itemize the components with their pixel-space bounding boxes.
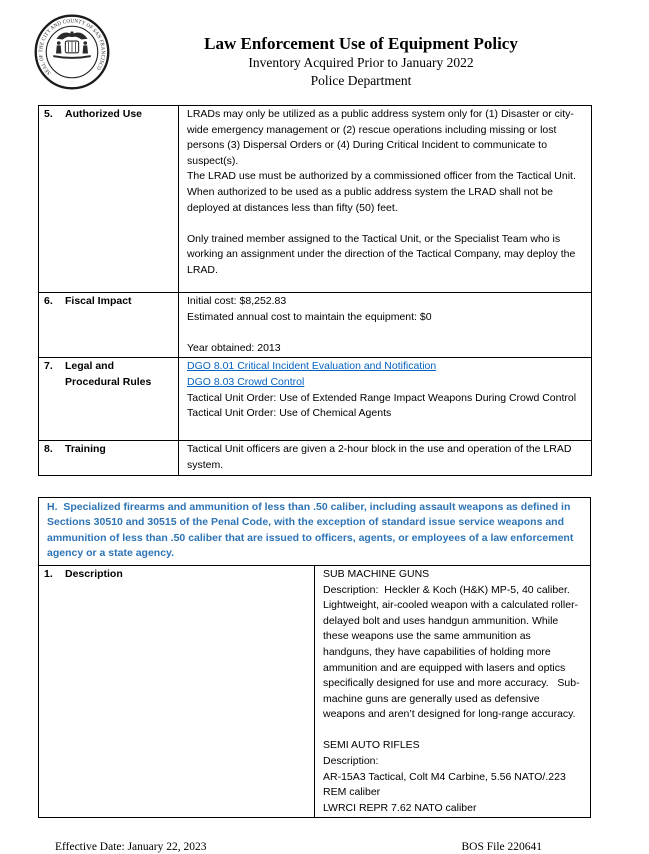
row-training — [39, 441, 592, 475]
row-text: Initial cost: $8,252.83 — [187, 295, 287, 307]
row-fiscal-impact — [39, 293, 592, 358]
row-text-blank — [187, 325, 583, 341]
row-text: LWRCI REPR 7.62 NATO caliber — [323, 801, 477, 814]
row-number: 7. — [44, 360, 53, 373]
row-text: Description: — [323, 755, 379, 768]
row-number: 1. — [44, 567, 53, 580]
dgo-8-03-link[interactable]: DGO 8.03 Crowd Control — [187, 375, 305, 388]
row-text: Only trained member assigned to the Tactical Unit, or the Specialist Team who is working an assignment under the direction of the Tactical Company, may deploy the LRAD. — [187, 232, 579, 276]
row-number: 6. — [44, 295, 53, 307]
document-header — [33, 12, 611, 92]
row-text: SEMI AUTO RIFLES — [323, 739, 420, 752]
section-h-header: H. Specialized firearms and ammunition of less than .50 caliber, including assault weapons as defined in Sections 30510 and 30515 of the Penal Code, with the exception of standard issue service weapons and ammunition of less than .50 caliber that are issued to officers, agents, or employees of a law enforcement agency or a state agency. — [39, 497, 591, 565]
row-text: Year obtained: 2013 — [187, 341, 281, 354]
seal-text: SEAL OF THE CITY AND COUNTY OF SAN FRANCISCO — [38, 18, 106, 76]
bos-file-number: BOS File 220641 — [461, 841, 542, 854]
row-label: Training — [65, 443, 106, 456]
row-label: Legal and Procedural Rules — [65, 360, 152, 388]
section-h-table — [38, 497, 591, 819]
row-text: SUB MACHINE GUNS — [323, 567, 430, 580]
row-text: Estimated annual cost to maintain the equipment: $0 — [187, 310, 432, 323]
row-text: Tactical Unit officers are given a 2-hour block in the use and operation of the LRAD system. — [187, 443, 575, 471]
row-text: AR-15A3 Tactical, Colt M4 Carbine, 5.56 NATO/.223 REM caliber — [323, 770, 569, 799]
document-subtitle: Inventory Acquired Prior to January 2022 — [248, 55, 474, 70]
row-content-cell — [179, 441, 592, 475]
row-label-cell — [39, 358, 179, 441]
row-label-cell — [39, 565, 315, 818]
row-text — [187, 359, 583, 375]
document-department: Police Department — [310, 73, 412, 88]
row-number: 5. — [44, 108, 53, 120]
row-description — [39, 565, 591, 818]
row-text — [187, 375, 583, 391]
row-label-cell — [39, 293, 179, 358]
row-content-cell — [179, 358, 592, 441]
row-text: The LRAD use must be authorized by a commissioned officer from the Tactical Unit. — [187, 170, 576, 183]
row-label: Description — [65, 567, 123, 580]
row-label: Authorized Use — [65, 108, 143, 120]
row-legal-procedural-rules — [39, 358, 592, 441]
page-footer — [55, 840, 542, 854]
row-label: Fiscal Impact — [65, 295, 132, 307]
row-text-blank — [187, 216, 583, 232]
sf-city-seal-icon — [33, 12, 111, 92]
section-h-header-row — [39, 497, 591, 565]
row-content-cell — [315, 565, 591, 818]
document-title: Law Enforcement Use of Equipment Policy — [204, 34, 518, 53]
row-number: 8. — [44, 443, 53, 456]
dgo-8-01-link[interactable]: DGO 8.01 Critical Incident Evaluation and Notification — [187, 360, 437, 373]
row-content-cell — [179, 293, 592, 358]
seal-emblem-icon — [53, 31, 90, 58]
row-text: Lightweight, air-cooled weapon with a calculated roller-delayed bolt and uses handgun ammunition. While these weapons use the same ammunition as handguns, they have capabilities of holding more ammunition and are equipped with lasers and optics specifically designed for use and more accuracy. Sub-machine guns are generally used as defensive weapons and aren’t designed for long-range accuracy. — [323, 599, 580, 721]
row-label-cell — [39, 441, 179, 475]
title-block — [111, 12, 611, 92]
row-text: Tactical Unit Order: Use of Chemical Agents — [187, 407, 392, 420]
row-text: Tactical Unit Order: Use of Extended Range Impact Weapons During Crowd Control — [187, 391, 577, 404]
row-text-blank — [323, 723, 582, 739]
row-text: LRADs may only be utilized as a public address system only for (1) Disaster or city-wide emergency management or (2) rescue operations including missing or lost persons (3) Dispersal Orders or (4) During Critical Incident to communicate to suspect(s). — [187, 108, 574, 167]
row-text: When authorized to be used as a public address system the LRAD shall not be deployed at distances less than fifty (50) feet. — [187, 185, 556, 214]
equipment-policy-table — [38, 105, 592, 476]
row-text: Description: Heckler & Koch (H&K) MP-5, 40 caliber. — [323, 583, 570, 596]
row-authorized-use — [39, 106, 592, 293]
effective-date: Effective Date: January 22, 2023 — [55, 841, 207, 854]
row-label-cell — [39, 106, 179, 293]
row-content-cell — [179, 106, 592, 293]
document-page — [0, 12, 649, 854]
